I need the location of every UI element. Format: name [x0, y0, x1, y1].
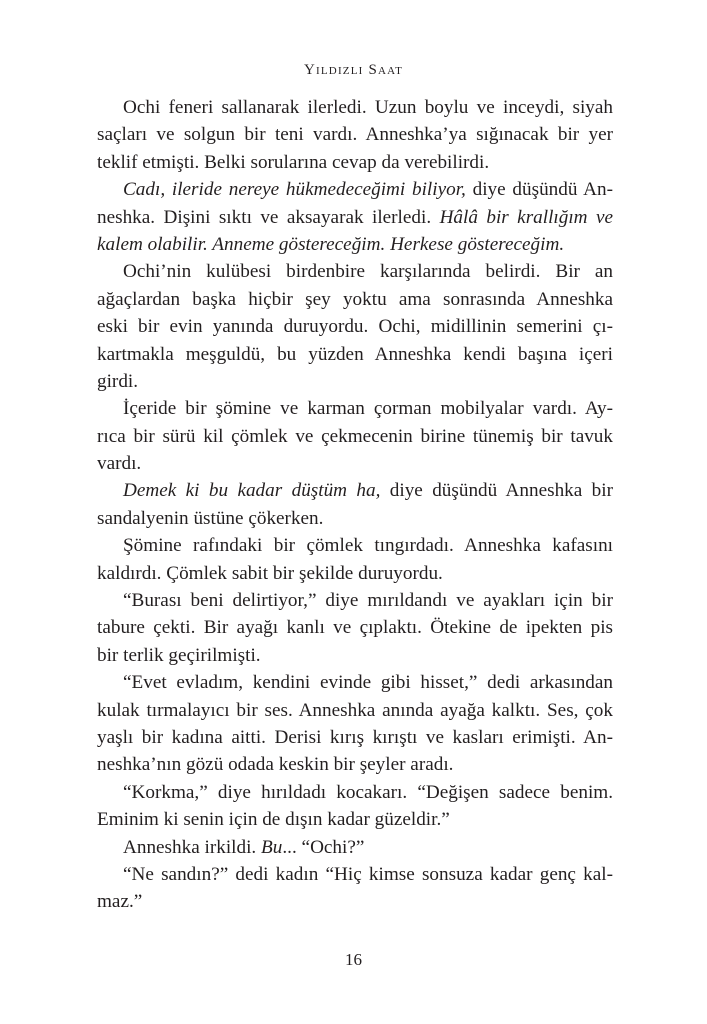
- text-line: “Ne sandın?” dedi kadın “Hiç kimse sonsuza kadar genç kal-: [123, 863, 613, 885]
- text-line: kulak tırmalayıcı bir ses. Anneshka anında ayağa kalktı. Ses, çok: [97, 699, 613, 721]
- text-span: ... “Ochi?”: [282, 836, 365, 858]
- text-line: “Evet evladım, kendini evinde gibi hisset,” dedi arkasından: [123, 672, 613, 694]
- body-text: [97, 94, 613, 916]
- text-line: [97, 477, 613, 504]
- text-line: İçeride bir şömine ve karman çorman mobilyalar vardı. Ay-: [123, 398, 613, 420]
- text-line: vardı.: [97, 453, 142, 475]
- text-span: diye düşündü Anneshka bir: [380, 480, 613, 502]
- text-line: “Korkma,” diye hırıldadı kocakarı. “Değişen sadece benim.: [123, 781, 613, 803]
- text-line: [97, 176, 613, 203]
- text-line: “Burası beni delirtiyor,” diye mırıldandı ve ayakları için bir: [123, 590, 613, 612]
- text-line: saçları ve solgun bir teni vardı. Anneshka’ya sığınacak bir yer: [97, 124, 613, 146]
- text-line: teklif etmişti. Belki sorularına cevap da verebilirdi.: [97, 151, 490, 173]
- text-line: tabure çekti. Bir ayağı kanlı ve çıplaktı. Ötekine de ipekten pis: [97, 617, 613, 639]
- text-span: neshka. Dişini sıktı ve aksayarak ilerledi.: [97, 206, 440, 228]
- text-line: ağaçlardan başka hiçbir şey yoktu ama sonrasında Anneshka: [97, 288, 613, 310]
- text-line: Ochi feneri sallanarak ilerledi. Uzun boylu ve inceydi, siyah: [123, 97, 613, 118]
- text-span: diye düşündü An-: [465, 179, 613, 201]
- text-line: kaldırdı. Çömlek sabit bir şekilde duruyordu.: [97, 562, 443, 584]
- italic-span: Demek ki bu kadar düştüm ha,: [123, 480, 381, 502]
- text-line: kartmakla meşguldü, bu yüzden Anneshka kendi başına içeri: [97, 343, 613, 365]
- text-line: bir terlik geçirilmişti.: [97, 644, 261, 666]
- text-line: rıca bir sürü kil çömlek ve çekmecenin birine tünemiş bir tavuk: [97, 425, 613, 447]
- italic-span: Bu: [261, 836, 283, 858]
- page-number: 16: [345, 950, 362, 969]
- text-line: yaşlı bir kadına aitti. Derisi kırış kırıştı ve kasları erimişti. An-: [97, 726, 613, 748]
- text-line: neshka’nın gözü odada keskin bir şeyler aradı.: [97, 754, 454, 776]
- text-line: [97, 204, 613, 231]
- text-line: Eminim ki senin için de dışın kadar güzeldir.”: [97, 809, 450, 831]
- text-span: Anneshka irkildi.: [123, 836, 262, 858]
- text-line: [97, 834, 613, 861]
- text-line: sandalyenin üstüne çökerken.: [97, 507, 324, 529]
- text-line: Ochi’nin kulübesi birdenbire karşılarında belirdi. Bir an: [123, 261, 613, 283]
- running-head: Yıldızlı Saat: [303, 62, 403, 78]
- italic-span: kalem olabilir. Anneme göstereceğim. Herkese göstereceğim.: [97, 233, 565, 255]
- italic-span: Cadı, ileride nereye hükmedeceğimi biliyor,: [123, 179, 466, 201]
- text-line: girdi.: [97, 370, 139, 392]
- text-line: maz.”: [97, 891, 143, 913]
- italic-span: Hâlâ bir krallığım ve: [439, 206, 613, 228]
- text-line: eski bir evin yanında duruyordu. Ochi, midillinin semerini çı-: [97, 316, 613, 338]
- text-line: [97, 231, 613, 258]
- text-line: Şömine rafındaki bir çömlek tıngırdadı. Anneshka kafasını: [123, 535, 613, 557]
